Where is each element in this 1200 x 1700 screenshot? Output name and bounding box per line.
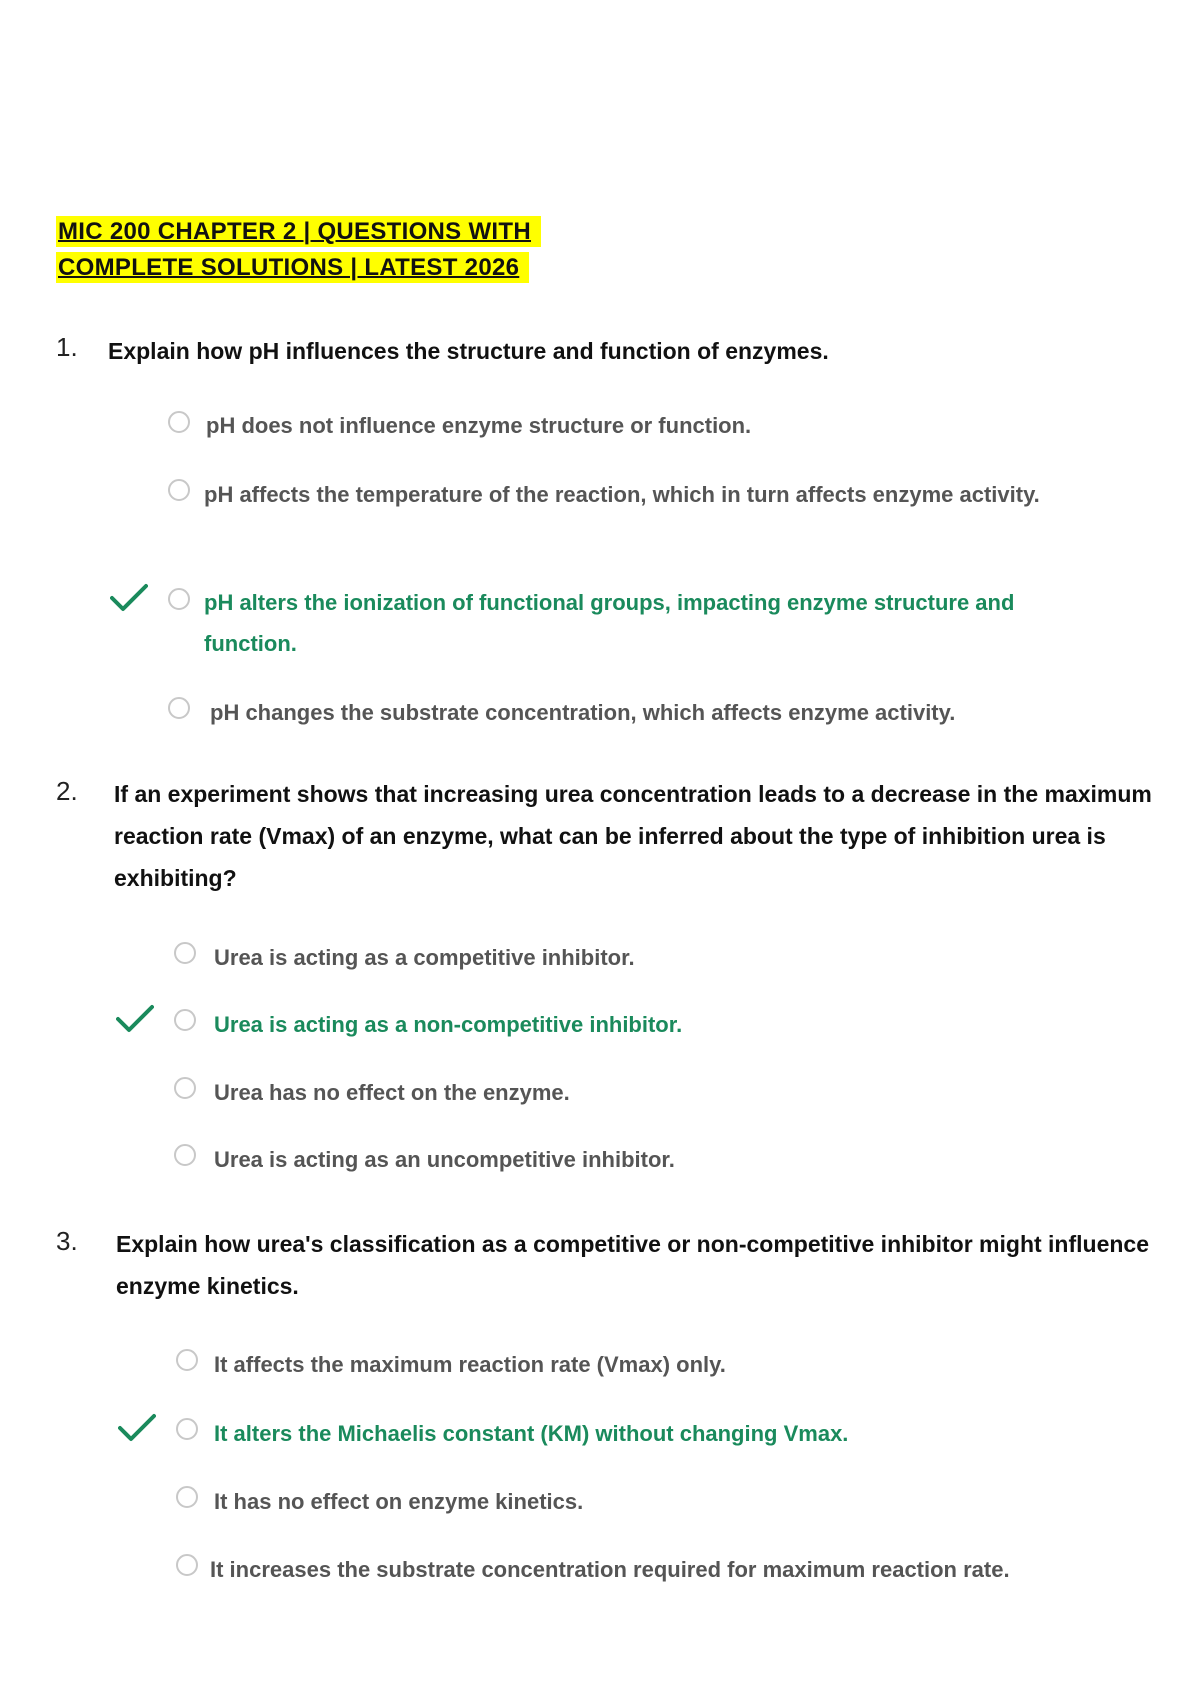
check-icon-q3 (118, 1413, 156, 1443)
radio-q1-c[interactable] (168, 588, 190, 610)
question-1-text: Explain how pH influences the structure and function of enzymes. (108, 338, 829, 364)
option-q1-b[interactable]: pH affects the temperature of the reaction, which in turn affects enzyme activity. (204, 482, 1040, 507)
radio-q1-b[interactable] (168, 479, 190, 501)
radio-q3-c[interactable] (176, 1486, 198, 1508)
option-q3-a[interactable]: It affects the maximum reaction rate (Vmax) only. (214, 1352, 726, 1377)
radio-q1-a[interactable] (168, 411, 190, 433)
check-icon-q2 (116, 1004, 154, 1034)
check-icon-q1 (110, 583, 148, 613)
radio-q1-d[interactable] (168, 697, 190, 719)
option-q2-a[interactable]: Urea is acting as a competitive inhibitor. (214, 945, 635, 970)
option-q2-c[interactable]: Urea has no effect on the enzyme. (214, 1080, 570, 1105)
option-q1-a[interactable]: pH does not influence enzyme structure or function. (206, 413, 752, 438)
option-q1-d[interactable]: pH changes the substrate concentration, which affects enzyme activity. (210, 700, 956, 725)
radio-q3-a[interactable] (176, 1349, 198, 1371)
radio-q2-d[interactable] (174, 1144, 196, 1166)
radio-q3-d[interactable] (176, 1554, 198, 1576)
title-line-2: COMPLETE SOLUTIONS | LATEST 2026 (56, 252, 529, 283)
question-2-text: If an experiment shows that increasing urea concentration leads to a decrease in the maximum reaction rate (Vmax) of an enzyme, what can be inferred about the type of inhibition urea is exhibiting? (114, 781, 1152, 891)
option-q2-b[interactable]: Urea is acting as a non-competitive inhibitor. (214, 1012, 683, 1037)
question-2-number: 2. (56, 776, 78, 806)
option-q1-c[interactable]: pH alters the ionization of functional groups, impacting enzyme structure and function. (204, 590, 1015, 656)
radio-q2-c[interactable] (174, 1077, 196, 1099)
option-q3-c[interactable]: It has no effect on enzyme kinetics. (214, 1489, 584, 1514)
question-3-number: 3. (56, 1226, 78, 1256)
radio-q3-b[interactable] (176, 1418, 198, 1440)
question-3-text: Explain how urea's classification as a competitive or non-competitive inhibitor might influence enzyme kinetics. (116, 1231, 1150, 1299)
option-q3-d[interactable]: It increases the substrate concentration required for maximum reaction rate. (210, 1557, 1010, 1582)
title-line-1: MIC 200 CHAPTER 2 | QUESTIONS WITH (56, 216, 541, 247)
radio-q2-a[interactable] (174, 942, 196, 964)
radio-q2-b[interactable] (174, 1009, 196, 1031)
question-1-number: 1. (56, 332, 78, 362)
option-q3-b[interactable]: It alters the Michaelis constant (KM) without changing Vmax. (214, 1421, 849, 1446)
option-q2-d[interactable]: Urea is acting as an uncompetitive inhibitor. (214, 1147, 675, 1172)
document-title (56, 214, 541, 286)
